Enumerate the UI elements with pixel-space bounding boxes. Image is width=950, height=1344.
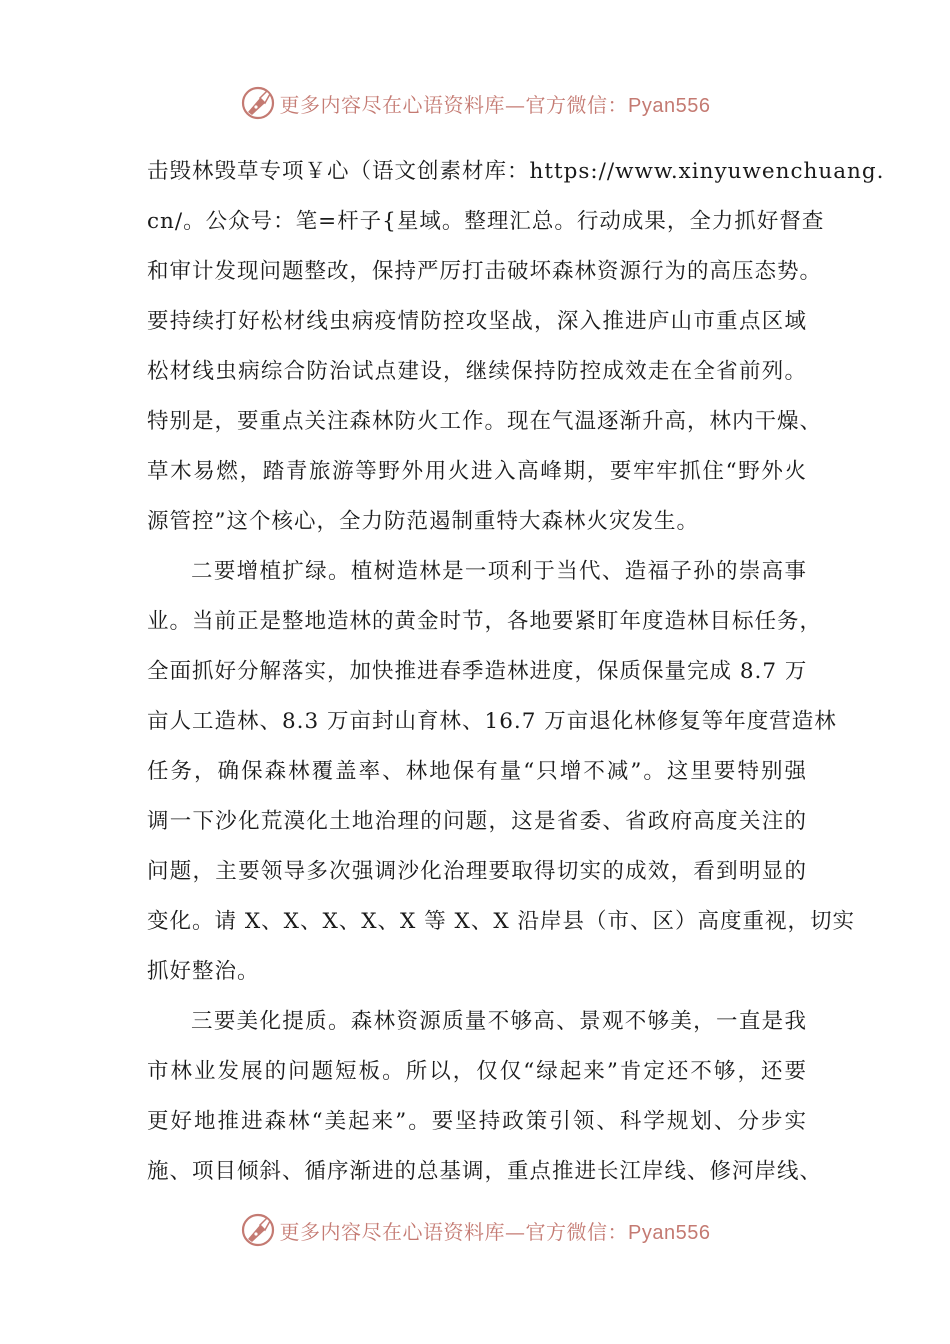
body-line: 亩人工造林、8.3 万亩封山育林、16.7 万亩退化林修复等年度营造林 <box>147 709 837 734</box>
body-line: 要持续打好松材线虫病疫情防控攻坚战，深入推进庐山市重点区域 <box>147 309 807 334</box>
body-line: 市林业发展的问题短板。所以，仅仅“绿起来”肯定还不够，还要 <box>147 1059 807 1084</box>
footer-banner-brand: Pyan556 <box>628 1221 711 1244</box>
document-body <box>147 147 885 1197</box>
body-line: 抓好整治。 <box>147 959 260 984</box>
body-line: 任务，确保森林覆盖率、林地保有量“只增不减”。这里要特别强 <box>147 759 807 784</box>
body-line: 松材线虫病综合防治试点建设，继续保持防控成效走在全省前列。 <box>147 359 807 384</box>
body-line: cn/。公众号：笔=杆子{星域。整理汇总。行动成果，全力抓好督查 <box>147 209 825 234</box>
body-line: 特别是，要重点关注森林防火工作。现在气温逐渐升高，林内干燥、 <box>147 409 823 434</box>
body-line: 击毁林毁草专项￥心（语文创素材库：https://www.xinyuwenchuang. <box>147 159 885 184</box>
header-banner-text: 更多内容尽在心语资料库—官方微信：Pyan556 <box>279 92 711 117</box>
footer-banner-text: 更多内容尽在心语资料库—官方微信：Pyan556 <box>279 1219 711 1244</box>
body-line: 问题，主要领导多次强调沙化治理要取得切实的成效，看到明显的 <box>147 859 807 884</box>
footer-banner <box>0 1210 950 1250</box>
header-banner-brand: Pyan556 <box>628 94 711 117</box>
body-line: 草木易燃，踏青旅游等野外用火进入高峰期，要牢牢抓住“野外火 <box>147 459 807 484</box>
body-line: 和审计发现问题整改，保持严厉打击破坏森林资源行为的高压态势。 <box>147 259 823 284</box>
body-line: 三要美化提质。森林资源质量不够高、景观不够美，一直是我 <box>191 1009 807 1034</box>
body-line: 变化。请 X、X、X、X、X 等 X、X 沿岸县（市、区）高度重视，切实 <box>147 909 855 934</box>
pen-nib-logo-icon <box>240 1212 276 1248</box>
body-line: 更好地推进森林“美起来”。要坚持政策引领、科学规划、分步实 <box>147 1109 807 1134</box>
body-line: 施、项目倾斜、循序渐进的总基调，重点推进长江岸线、修河岸线、 <box>147 1159 823 1184</box>
body-line: 源管控”这个核心，全力防范遏制重特大森林火灾发生。 <box>147 509 699 534</box>
body-line: 二要增植扩绿。植树造林是一项利于当代、造福子孙的崇高事 <box>191 559 807 584</box>
pen-nib-logo-icon <box>240 85 276 121</box>
body-line: 业。当前正是整地造林的黄金时节，各地要紧盯年度造林目标任务， <box>147 609 823 634</box>
body-line: 调一下沙化荒漠化土地治理的问题，这是省委、省政府高度关注的 <box>147 809 807 834</box>
body-line: 全面抓好分解落实，加快推进春季造林进度，保质保量完成 8.7 万 <box>147 659 808 684</box>
header-banner <box>0 83 950 123</box>
